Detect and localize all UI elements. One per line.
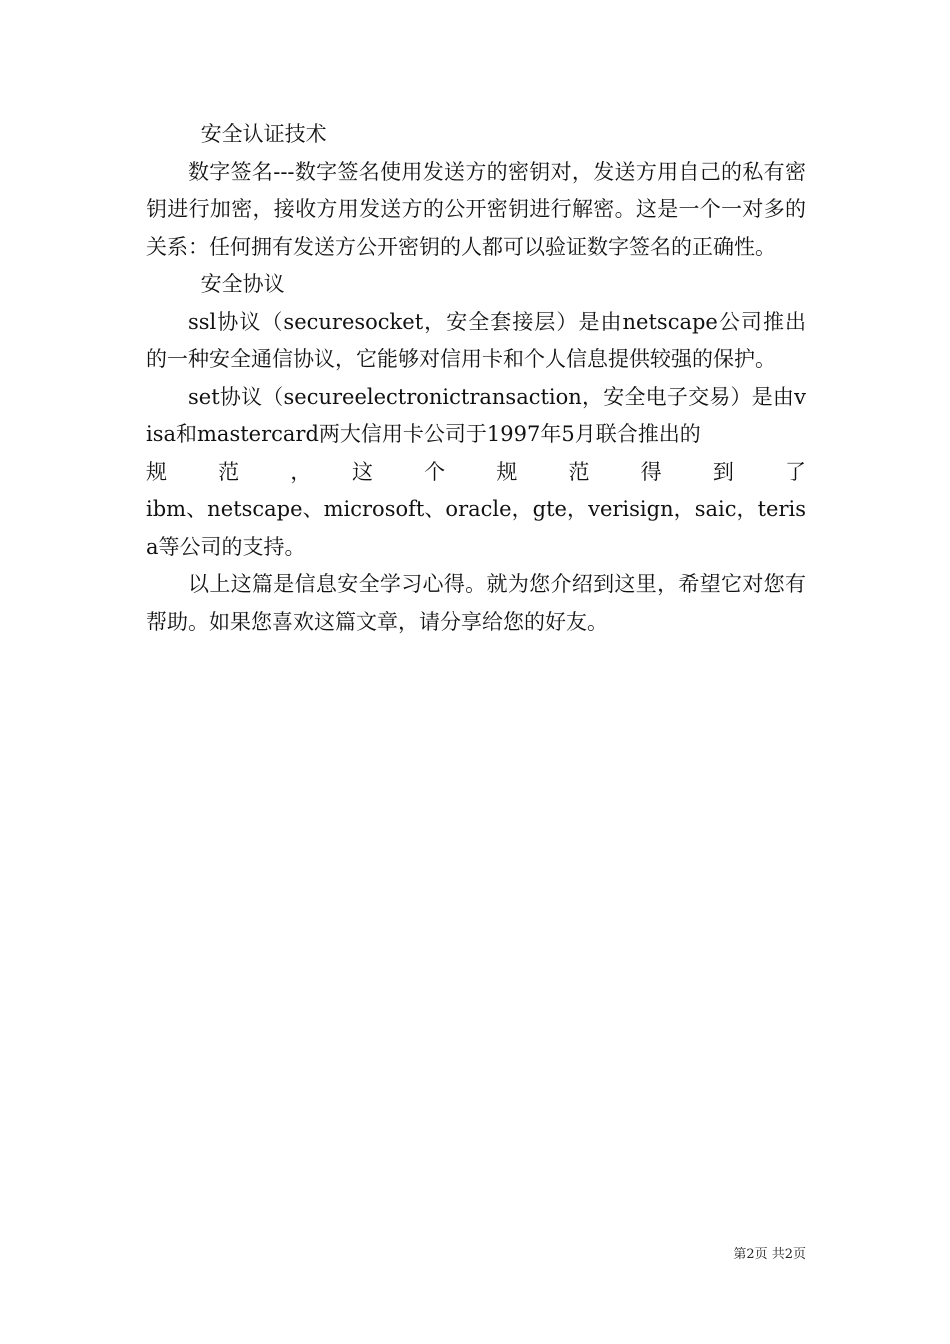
paragraph-ssl: ssl协议（securesocket，安全套接层）是由netscape公司推出的一种安全通信协议，它能够对信用卡和个人信息提供较强的保护。 <box>146 309 806 371</box>
page-number: 第2页 共2页 <box>733 1247 806 1262</box>
section-heading-security-protocol: 安全协议 <box>200 272 285 296</box>
paragraph-set-part-3: ibm、netscape、microsoft、oracle，gte，verisign，saic，terisa等公司的支持。 <box>146 497 806 559</box>
paragraph-set-part-1: set协议（secureelectronictransaction，安全电子交易）是由visa和mastercard两大信用卡公司于1997年5月联合推出的 <box>146 384 806 446</box>
paragraph-closing: 以上这篇是信息安全学习心得。就为您介绍到这里，希望它对您有帮助。如果您喜欢这篇文章，请分享给您的好友。 <box>146 572 806 634</box>
paragraph-digital-signature: 数字签名---数字签名使用发送方的密钥对，发送方用自己的私有密钥进行加密，接收方用发送方的公开密钥进行解密。这是一个一对多的关系：任何拥有发送方公开密钥的人都可以验证数字签名的正确性。 <box>146 159 806 259</box>
paragraph-set-part-2: 规 范 ， 这 个 规 范 得 到 了 <box>146 459 806 484</box>
document-body <box>146 116 806 641</box>
section-heading-security-authentication: 安全认证技术 <box>200 122 327 146</box>
